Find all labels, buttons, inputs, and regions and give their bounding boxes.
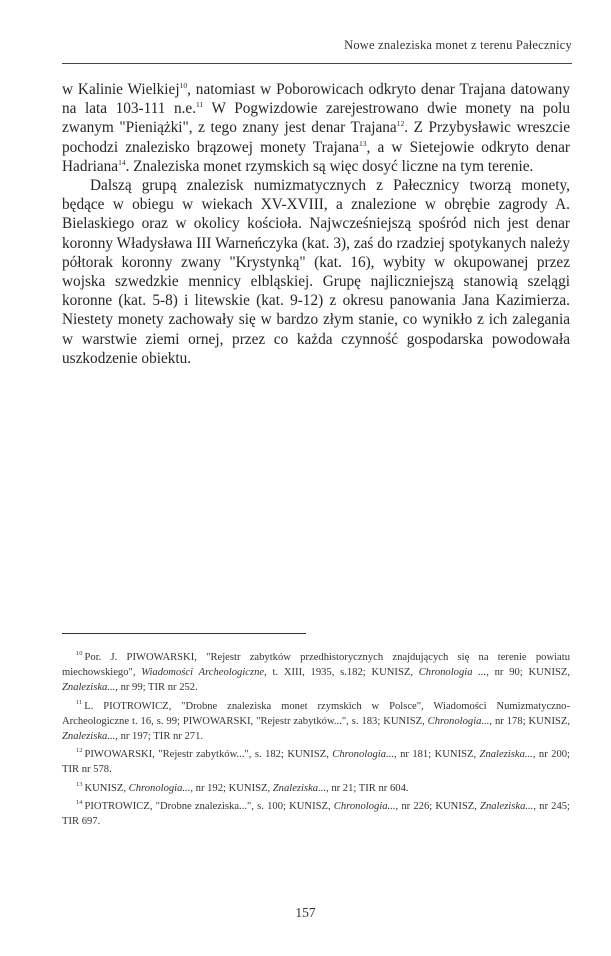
body-text: Dalszą grupą znalezisk numizmatycznych z Pałecznicy tworzą monety, będące w obiegu w wiekach XV-XVIII, a znalezione w obrębie zagrody A. Bielaskiego oraz w okolicy kościoła. Najwcześniejszą spośród nich jest denar koronny Władysława III Warneńczyka (kat. 3), zaś do rzadziej spotykanych należy półtorak koronny zwany "Krystynką" (kat. 16), wybity w okupowanej przez wojska szwedzkie mennicy elbląskiej. Grupę najliczniejszą stanowią szelągi koronne (kat. 5-8) i litewskie (kat. 9-12) z okresu panowania Jana Kazimierza. Niestety monety zachowały się w bardzo złym stanie, co wynikło z ich zalegania w warstwie ziemi ornej, przez co każda czynność gospodarska powodowała uszkodzenie obiektu. [62,177,570,367]
footnote-title: Znaleziska... [480,800,534,812]
footnotes [62,650,570,832]
footnote-title: Znaleziska... [479,749,533,761]
footnote-title: Chronologia... [332,749,394,761]
footnote-number: 12 [76,747,83,755]
footnote [62,781,570,796]
footnote-ref: 12 [396,119,405,129]
footnote [62,799,570,829]
footnote-title: Chronologia... [333,800,396,812]
footnote-text: , nr 21; TIR nr 604. [326,782,409,794]
body-text: , natomiast w Poborowicach odkryto denar Trajana datowany na lata 103-111 n.e. [62,81,571,118]
footnote-title: Znaleziska... [272,782,327,794]
footnote-text: , nr 245; TIR 697. [62,800,570,828]
body-text: , a w Sietejowie odkryto denar Hadriana [62,138,570,175]
body-paragraph [62,80,570,176]
footnote-title: Chronologia... [128,782,191,794]
footnote-text: L. PIOTROWICZ, "Drobne znaleziska monet rzymskich w Polsce", Wiadomości Numizmatyczno-Archeologiczne t. 16, s. 99; PIWOWARSKI, "Rejestr zabytków...", s. 183; KUNISZ, [62,700,570,727]
footnote-text: KUNISZ, [84,782,129,794]
footnote-number: 11 [76,698,83,706]
footnote [62,747,570,777]
footnote-ref: 10 [179,81,188,90]
footnote-text: , nr 99; TIR nr 252. [115,682,198,694]
footnote [62,699,570,745]
body-text: . Znaleziska monet rzymskich są więc dosyć liczne na tym terenie. [125,157,534,175]
footnote-text: , t. XIII, 1935, s.182; KUNISZ, [264,667,419,679]
running-head: Nowe znaleziska monet z terenu Pałecznicy [344,38,572,52]
footnote-number: 13 [76,780,83,788]
body-text: . Z Przybysławic wreszcie pochodzi znalezisko brązowej monety Trajana [62,119,570,156]
body-paragraph [62,176,570,368]
footnote-text: PIWOWARSKI, "Rejestr zabytków...", s. 182; KUNISZ, [84,749,333,761]
footnote-text: , nr 192; KUNISZ, [190,782,273,794]
main-text [62,80,570,368]
body-text: W Pogwizdowie zarejestrowano dwie monety na polu zwanym "Pieniążki", z tego znany jest denar Trajana [62,100,570,137]
footnote-text: , nr 197; TIR nr 271. [115,731,204,743]
footnote-title: Wiadomości Archeologiczne [141,667,265,679]
footnote-text: , nr 181; KUNISZ, [394,749,480,761]
footnote-separator [62,633,306,634]
footnote-title: Chronologia... [427,715,490,727]
footnote-ref: 11 [196,100,204,110]
footnote-text: , nr 178; KUNISZ, [489,715,570,727]
footnote-text: , nr 226; KUNISZ, [395,800,481,812]
footnote-number: 14 [76,798,83,806]
footnote-title: Znaleziska... [62,731,116,743]
footnote-text: Por. J. PIWOWARSKI, "Rejestr zabytków przedhistorycznych znajdujących się na terenie powiatu miechowskiego", [62,652,570,679]
header-rule [62,63,572,64]
footnote-text: PIOTROWICZ, "Drobne znaleziska...", s. 100; KUNISZ, [84,800,334,812]
footnote [62,650,570,696]
footnote-text: , nr 200; TIR nr 578. [62,749,570,776]
footnote-ref: 14 [118,157,126,167]
footnote-number: 10 [76,650,83,657]
footnote-title: Chronologia ... [418,667,487,679]
footnote-text: , nr 90; KUNISZ, [486,667,570,679]
body-text: w Kalinie Wielkiej [62,81,180,98]
footnote-title: Znaleziska... [62,682,116,694]
page-number: 157 [295,905,316,920]
footnote-ref: 13 [359,138,367,148]
